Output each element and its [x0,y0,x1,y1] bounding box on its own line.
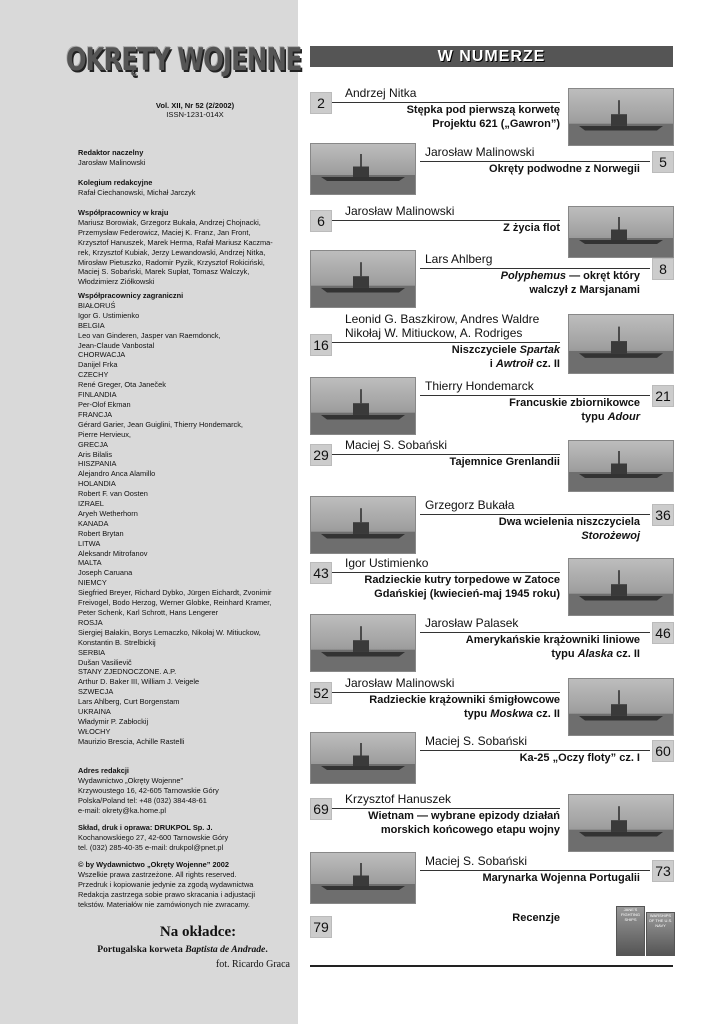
staff-line: Polska/Poland tel: +48 (032) 384-48-61 [78,795,207,805]
staff-line: Per-Olof Ekman [78,399,131,409]
page-number: 60 [652,740,674,762]
article-photo [568,206,674,258]
page-number: 16 [310,334,332,356]
staff-heading: Współpracownicy w kraju [78,208,169,217]
article-title[interactable]: Ka-25 „Oczy floty” cz. I [519,752,640,764]
staff-line: GRECJA [78,439,108,449]
staff-section [78,291,293,747]
article-title[interactable]: Wietnam — wybrane epizody działań morskich końcowego etapu wojny [368,810,560,836]
book-cover-image: WARSHIPS OF THE U.S. NAVY [646,912,675,956]
article-title[interactable]: Tajemnice Grenlandii [449,456,560,468]
staff-line: Konstantin B. Strelbickij [78,637,156,647]
staff-line: SZWECJA [78,687,114,697]
staff-line: Rafał Ciechanowski, Michał Jarczyk [78,187,196,197]
article-author: Nikołaj W. Mitiuckow, A. Rodriges [345,326,523,340]
article-photo [568,440,674,492]
staff-heading: Adres redakcji [78,766,129,775]
staff-line: KANADA [78,518,109,528]
article-title[interactable]: Z życia flot [503,222,560,234]
staff-line: UKRAINA [78,707,111,717]
article-author: Lars Ahlberg [425,252,493,266]
staff-line: Siergiej Bałakin, Borys Lemaczko, Nikołaj W. Mitiuckow, [78,627,261,637]
staff-line: Lars Ahlberg, Curt Borgenstam [78,697,180,707]
staff-section [78,148,293,168]
article-photo [310,377,416,435]
staff-section [78,823,293,853]
staff-line: Mariusz Borowiak, Grzegorz Bukała, Andrzej Chojnacki, [78,217,261,227]
staff-line: SERBIA [78,647,106,657]
staff-line: Leo van Ginderen, Jasper van Raemdonck, [78,330,221,340]
article-photo [310,614,416,672]
staff-line: Redakcja zastrzega sobie prawo skracania i adjustacji [78,889,256,899]
staff-line: Robert F. van Oosten [78,489,148,499]
staff-line: CZECHY [78,370,109,380]
article-title[interactable]: Francuskie zbiornikowce typu Adour [509,397,640,423]
article-title[interactable]: Niszczyciele Spartak i Awtroił cz. II [451,344,560,370]
staff-line: Jean-Claude Vanbostal [78,340,155,350]
staff-line: Krzywoustego 16, 42-605 Tarnowskie Góry [78,785,219,795]
article-title[interactable]: Marynarka Wojenna Portugalii [482,872,640,884]
article-photo [310,143,416,195]
article-photo [568,794,674,852]
toc-header: W NUMERZE [310,46,673,67]
page-number: 79 [310,916,332,938]
article-author: Krzysztof Hanuszek [345,792,452,806]
article-author: Leonid G. Baszkirow, Andres Waldre [345,312,540,326]
article-author: Maciej S. Sobański [345,438,448,452]
article-title[interactable]: Recenzje [512,912,560,924]
staff-line: Gérard Garier, Jean Guiglini, Thierry Hondemarck, [78,419,243,429]
staff-line: Maciej S. Sobański, Marek Supłat, Tomasz Walczyk, [78,267,250,277]
divider [310,965,673,967]
staff-line: René Greger, Ota Janeček [78,380,166,390]
staff-line: Przedruk i kopiowanie jedynie za zgodą wydawnictwa [78,879,254,889]
staff-line: Robert Brytan [78,528,124,538]
volume-info: Vol. XII, Nr 52 (2/2002) [155,101,235,110]
page-number: 69 [310,798,332,820]
staff-line: Włodzimierz Ziółkowski [78,277,155,287]
staff-line: Aris Bilalis [78,449,113,459]
page-number: 73 [652,860,674,882]
article-title[interactable]: Radzieckie krążowniki śmigłowcowe typu Moskwa cz. II [369,694,560,720]
page-number: 6 [310,210,332,232]
staff-line: Jarosław Malinowski [78,157,146,167]
article-photo [568,88,674,146]
article-photo [310,852,416,904]
staff-line: CHORWACJA [78,350,126,360]
article-title[interactable]: Amerykańskie krążowniki liniowe typu Alaska cz. II [465,634,640,660]
staff-line: Pierre Hervieux, [78,429,131,439]
staff-line: ROSJA [78,617,103,627]
masthead-sidebar [0,0,302,1024]
staff-line: Kochanowskiego 27, 42-600 Tarnowskie Góry [78,832,229,842]
page-number: 2 [310,92,332,114]
staff-line: IZRAEL [78,499,104,509]
staff-line: Joseph Caruana [78,568,133,578]
staff-line: tel. (032) 285-40-35 e-mail: drukpol@pnet.pl [78,842,224,852]
staff-line: NIEMCY [78,578,107,588]
page-number: 46 [652,622,674,644]
cover-photo-credit: fot. Ricardo Graca [215,959,290,970]
staff-line: Mirosław Pietuszko, Radomir Pyzik, Krzysztof Rokiciński, [78,257,265,267]
staff-line: FRANCJA [78,409,113,419]
staff-line: WŁOCHY [78,726,111,736]
staff-section [78,208,293,287]
staff-line: Maurizio Brescia, Achille Rastelli [78,736,185,746]
staff-heading: Skład, druk i oprawa: DRUKPOL Sp. J. [78,823,213,832]
article-author: Jarosław Palasek [425,616,519,630]
staff-heading: Współpracownicy zagraniczni [78,291,184,300]
page-number: 36 [652,504,674,526]
staff-section [78,860,293,910]
staff-line: BIAŁORUŚ [78,300,116,310]
article-photo [310,250,416,308]
article-author: Andrzej Nitka [345,86,417,100]
cover-title: Na okładce: [159,924,237,940]
article-author: Igor Ustimienko [345,556,429,570]
page-number: 21 [652,385,674,407]
article-photo [568,314,674,374]
article-author: Grzegorz Bukała [425,498,515,512]
staff-line: MALTA [78,558,102,568]
staff-line: Dušan Vasilievič [78,657,132,667]
staff-line: Aryeh Wetherhorn [78,508,138,518]
staff-section [78,178,293,198]
staff-line: LITWA [78,538,101,548]
article-title[interactable]: Stępka pod pierwszą korwetę Projektu 621 („Gawron”) [406,104,560,130]
magazine-logo: OKRĘTY WOJENNE [66,42,302,78]
staff-line: Wszelkie prawa zastrzeżone. All rights reserved. [78,869,237,879]
page-number: 52 [310,682,332,704]
staff-line: Siegfried Breyer, Richard Dybko, Jürgen Eichardt, Zvonimir [78,588,272,598]
article-photo [310,496,416,554]
staff-line: STANY ZJEDNOCZONE. A.P. [78,667,177,677]
staff-line: HISZPANIA [78,459,117,469]
article-photo [310,732,416,784]
staff-line: FINLANDIA [78,390,117,400]
staff-section [78,766,293,816]
staff-line: Władymir P. Zabłockij [78,716,149,726]
staff-line: BELGIA [78,320,105,330]
staff-line: Danijel Frka [78,360,118,370]
cover-caption: Portugalska korweta Baptista de Andrade. [97,944,268,955]
article-title[interactable]: Polyphemus — okręt który walczył z Marsjanami [500,270,640,296]
staff-line: Krzysztof Hanuszek, Marek Herma, Rafał Mariusz Kaczma- [78,237,273,247]
staff-heading: Kolegium redakcyjne [78,178,153,187]
staff-line: HOLANDIA [78,479,116,489]
staff-heading: Redaktor naczelny [78,148,144,157]
page-number: 5 [652,151,674,173]
staff-line: rek, Krzysztof Kubiak, Jerzy Lewandowski, Andrzej Nitka, [78,247,266,257]
article-title[interactable]: Radzieckie kutry torpedowe w Zatoce Gdańskiej (kwiecień-maj 1945 roku) [364,574,560,600]
article-author: Jarosław Malinowski [345,676,455,690]
staff-line: e-mail: okrety@ka.home.pl [78,805,167,815]
staff-line: Aleksandr Mitrofanov [78,548,148,558]
staff-line: Peter Schenk, Karl Schrott, Hans Lengerer [78,608,219,617]
article-photo [568,678,674,736]
staff-line: tekstów. Materiałów nie zamówionych nie zwracamy. [78,899,250,909]
article-photo [568,558,674,616]
article-author: Maciej S. Sobański [425,854,528,868]
article-author: Maciej S. Sobański [425,734,528,748]
staff-line: Przemysław Federowicz, Maciej K. Franz, Jan Front, [78,227,251,237]
staff-line: Alejandro Anca Alamillo [78,469,156,479]
article-title[interactable]: Okręty podwodne z Norwegii [489,163,640,175]
article-author: Thierry Hondemarck [425,379,534,393]
issn: ISSN-1231-014X [166,110,224,119]
staff-line: Arthur D. Baker III, William J. Veigele [78,677,200,687]
page-number: 43 [310,562,332,584]
review-book-covers [616,906,674,956]
staff-line: Freivogel, Bodo Herzog, Werner Globke, Reinhard Kramer, [78,598,272,608]
article-title[interactable]: Dwa wcielenia niszczyciela Storożewoj [498,516,640,542]
page-number: 8 [652,258,674,280]
staff-line: Igor G. Ustimienko [78,310,140,320]
staff-heading: © by Wydawnictwo „Okręty Wojenne” 2002 [78,860,229,869]
staff-line: Wydawnictwo „Okręty Wojenne” [78,775,183,785]
book-cover-image: JANE'S FIGHTING SHIPS [616,906,645,956]
article-author: Jarosław Malinowski [425,145,535,159]
page-number: 29 [310,444,332,466]
article-author: Jarosław Malinowski [345,204,455,218]
